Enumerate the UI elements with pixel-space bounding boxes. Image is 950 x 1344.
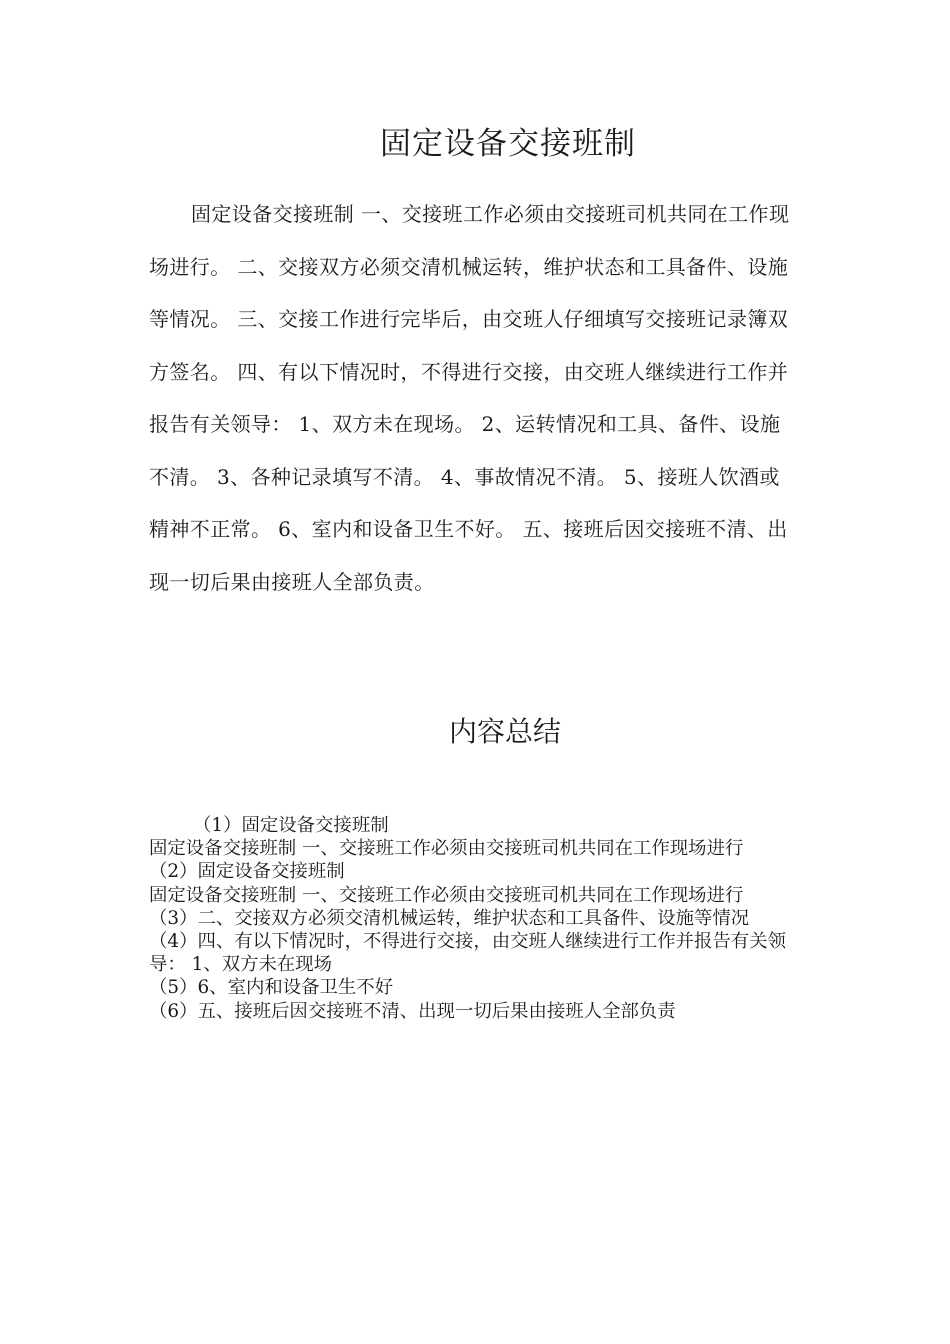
summary-item-heading: （2）固定设备交接班制	[149, 861, 345, 883]
summary-item-heading: （1）固定设备交接班制	[193, 815, 389, 836]
summary-item	[149, 860, 789, 906]
summary-item: （6）五、接班后因交接班不清、出现一切后果由接班人全部负责	[149, 1000, 676, 1022]
document-body-paragraph: 固定设备交接班制 一、交接班工作必须由交接班司机共同在工作现场进行。 二、交接双方必须交清机械运转，维护状态和工具备件、设施等情况。 三、交接工作进行完毕后，由交班人仔细填写交接班记录簿双方签名。 四、有以下情况时，不得进行交接，由交班人继续进行工作并报告有关领导： 1、双方未在现场。 2、运转情况和工具、备件、设施不清。 3、各种记录填写不清。 4、事故情况不清。 5、接班人饮酒或精神不正常。 6、室内和设备卫生不好。 五、接班后因交接班不清、出现一切后果由接班人全部负责。	[149, 202, 790, 594]
summary-item-text: 固定设备交接班制 一、交接班工作必须由交接班司机共同在工作现场进行	[149, 884, 744, 906]
summary-item: （3）二、交接双方必须交清机械运转，维护状态和工具备件、设施等情况	[149, 907, 750, 929]
summary-item: （5）6、室内和设备卫生不好	[149, 977, 394, 999]
summary-list	[149, 814, 789, 1023]
summary-item-text: 固定设备交接班制 一、交接班工作必须由交接班司机共同在工作现场进行	[149, 838, 744, 860]
summary-title: 内容总结	[448, 715, 561, 748]
summary-item: （4）四、有以下情况时，不得进行交接，由交班人继续进行工作并报告有关领导： 1、双方未在现场	[149, 931, 786, 976]
summary-item	[149, 814, 789, 860]
document-title: 固定设备交接班制	[380, 126, 636, 162]
